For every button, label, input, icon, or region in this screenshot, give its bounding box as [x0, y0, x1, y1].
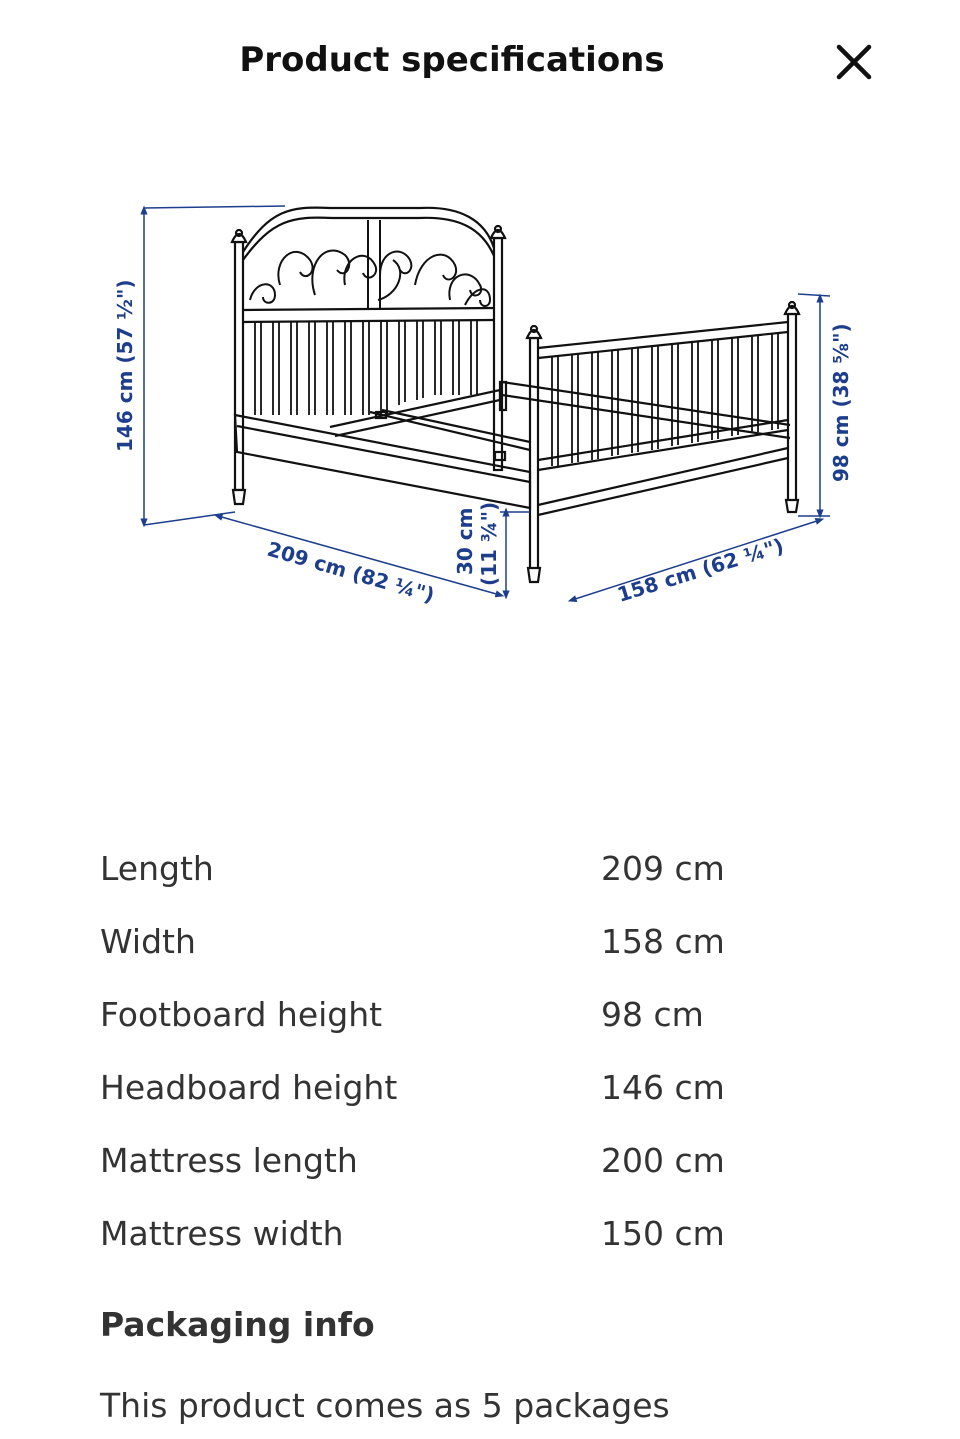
spec-label: Length — [100, 849, 214, 888]
spec-row-headboard-height — [100, 1051, 860, 1124]
spec-row-length — [100, 832, 860, 905]
spec-row-footboard-height — [100, 978, 860, 1051]
spec-table — [100, 832, 860, 1270]
modal-header — [0, 0, 960, 125]
spec-value: 150 cm — [601, 1214, 725, 1253]
headboard-height-dimension-label: 146 cm (57 ½") — [113, 279, 137, 452]
length-dimension-label: 209 cm (82 ¼") — [264, 536, 438, 608]
clearance-dimension-label-cm: 30 cm — [453, 507, 477, 575]
spec-label: Headboard height — [100, 1068, 398, 1107]
spec-value: 98 cm — [601, 995, 704, 1034]
close-button[interactable] — [826, 34, 882, 90]
spec-value: 146 cm — [601, 1068, 725, 1107]
spec-row-mattress-width — [100, 1197, 860, 1270]
spec-value: 209 cm — [601, 849, 725, 888]
spec-label: Mattress length — [100, 1141, 358, 1180]
footboard-height-dimension-label: 98 cm (38 ⅝") — [829, 323, 853, 482]
spec-label: Width — [100, 922, 196, 961]
spec-label: Mattress width — [100, 1214, 344, 1253]
clearance-dimension-label-in: (11 ¾") — [477, 501, 501, 586]
close-icon — [836, 44, 872, 80]
packaging-info-text — [100, 1386, 800, 1425]
width-dimension-label: 158 cm (62 ¼") — [614, 533, 787, 607]
packaging-partial-text: This product comes as 5 packages — [100, 1386, 670, 1425]
spec-row-width — [100, 905, 860, 978]
bed-dimension-diagram — [100, 190, 860, 620]
page-title: Product specifications — [239, 40, 665, 80]
spec-label: Footboard height — [100, 995, 383, 1034]
spec-row-mattress-length — [100, 1124, 860, 1197]
packaging-info-heading: Packaging info — [100, 1305, 375, 1344]
spec-value: 158 cm — [601, 922, 725, 961]
spec-value: 200 cm — [601, 1141, 725, 1180]
bed-frame-drawing — [232, 208, 799, 582]
bed-illustration — [100, 190, 860, 620]
